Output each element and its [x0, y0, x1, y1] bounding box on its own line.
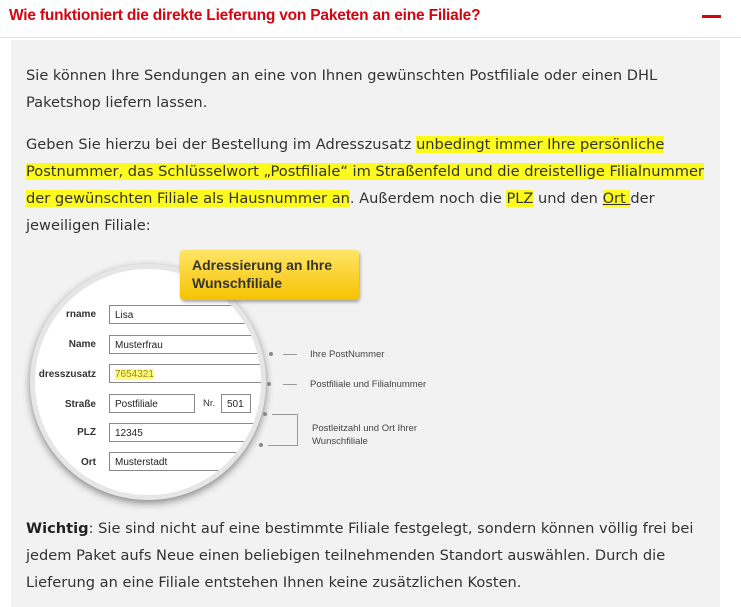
form-field-nr: 501 — [221, 394, 251, 413]
form-field-vorname: Lisa — [109, 305, 266, 324]
form-field-adresszusatz — [109, 364, 266, 383]
callout-line-postnummer — [283, 354, 297, 355]
callout-plz-ort — [312, 422, 417, 448]
form-label-strasse: Straße — [64, 399, 96, 410]
callout-plz-ort-line-1: Postleitzahl und Ort Ihrer — [312, 423, 418, 434]
instructions-text-3: und den — [533, 190, 603, 207]
form-label-nr: Nr. — [203, 398, 216, 409]
important-text: : Sie sind nicht auf eine bestimmte Filiale festgelegt, sondern können völlig frei bei jedem Paket aufs Neue einen beliebigen teilnehmenden Standort auswählen. Durch die Lieferung an eine Filiale entstehen Ihnen keine zusätzlichen Kosten. — [26, 520, 694, 591]
form-label-ort: Ort — [81, 457, 96, 468]
postnummer-value: 7654321 — [115, 369, 154, 380]
intro-paragraph: Sie können Ihre Sendungen an eine von Ihnen gewünschten Postfiliale oder einen DHL Paketshop liefern lassen. — [26, 67, 658, 111]
callout-plz-ort-line-2: Wunschfiliale — [312, 436, 368, 447]
callout-line-ort — [268, 445, 298, 446]
callout-dot-filiale — [267, 382, 271, 386]
badge-line-2: Wunschfiliale — [192, 275, 282, 291]
form-label-name: Name — [68, 339, 96, 350]
callout-dot-plz — [263, 412, 267, 416]
form-label-adresszusatz: dresszusatz — [38, 369, 96, 380]
minus-icon[interactable] — [702, 15, 721, 18]
badge-adressierung — [180, 250, 359, 300]
form-field-plz: 12345 — [109, 423, 266, 442]
form-field-name: Musterfrau — [109, 335, 266, 354]
callout-dot-ort — [259, 443, 263, 447]
form-label-vorname: rname — [65, 309, 96, 320]
instructions-text-1: Geben Sie hierzu bei der Bestellung im Adresszusatz — [26, 136, 417, 153]
form-field-strasse: Postfiliale — [109, 394, 195, 413]
faq-question-header[interactable] — [0, 0, 741, 38]
callout-dot-postnummer — [269, 352, 273, 356]
callout-bracket — [297, 414, 298, 446]
callout-line-filiale — [283, 384, 297, 385]
faq-question-title[interactable]: Wie funktioniert die direkte Lieferung von Paketen an eine Filiale? — [9, 7, 481, 24]
badge-line-1: Adressierung an Ihre — [192, 257, 333, 273]
instructions-highlight-plz: PLZ — [506, 190, 534, 207]
instructions-highlight-main: unbedingt immer Ihre persönliche Postnummer, das Schlüsselwort „Postfiliale“ im Straßenfeld und die dreistellige Filialnummer der gewünschten Filiale als Hausnummer an — [26, 136, 704, 207]
instructions-highlight-ort: Ort — [602, 190, 631, 207]
instructions-text-4: der jeweiligen Filiale: — [26, 190, 655, 234]
instructions-text-2: . Außerdem noch die — [349, 190, 507, 207]
important-paragraph — [26, 515, 716, 596]
instructions-paragraph — [26, 131, 716, 239]
callout-line-plz — [272, 414, 298, 415]
form-label-plz: PLZ — [77, 427, 96, 438]
important-label: Wichtig — [26, 520, 89, 537]
form-field-ort: Musterstadt — [109, 452, 266, 471]
address-diagram — [20, 248, 480, 504]
callout-postnummer: Ihre PostNummer — [310, 349, 385, 360]
callout-filiale: Postfiliale und Filialnummer — [310, 379, 427, 390]
